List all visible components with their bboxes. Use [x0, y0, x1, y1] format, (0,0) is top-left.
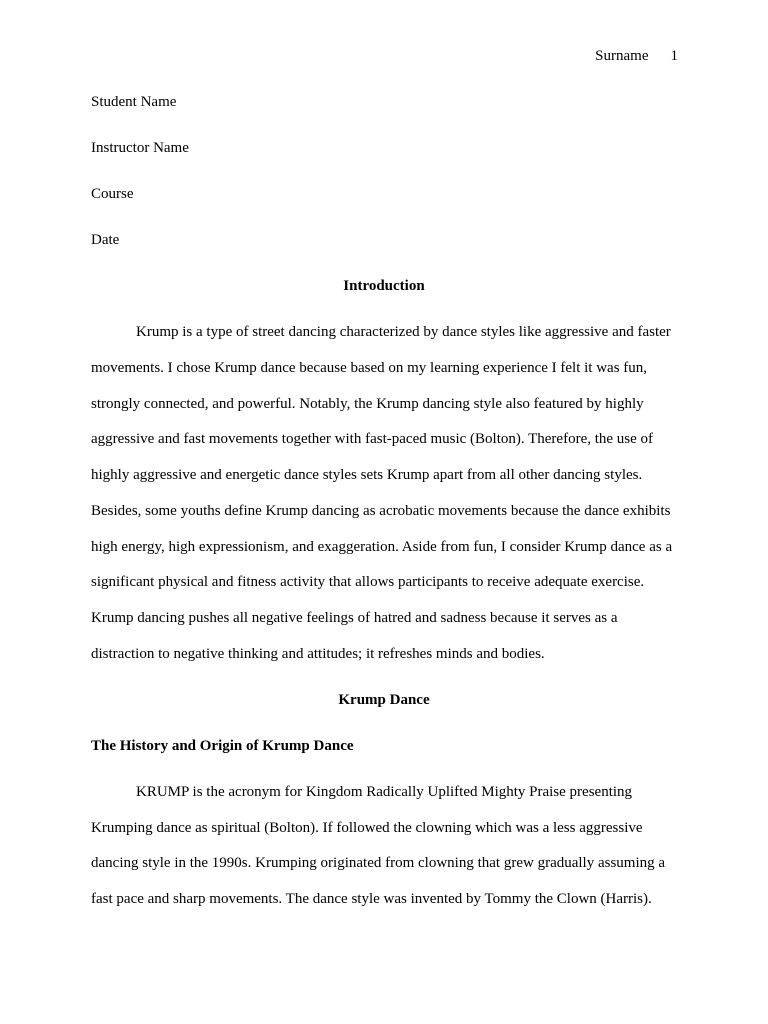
header-page-number: 1 [670, 48, 678, 64]
paragraph-line: high energy, high expressionism, and exaggeration. Aside from fun, I consider Krump dance as a [91, 538, 673, 555]
history-paragraph [91, 782, 681, 909]
introduction-paragraph [91, 322, 681, 664]
date-line: Date [91, 232, 120, 248]
instructor-name-line: Instructor Name [91, 140, 189, 156]
paragraph-line: significant physical and fitness activity that allows participants to receive adequate exercise. [91, 574, 645, 591]
paragraph-line: Krumping dance as spiritual (Bolton). If followed the clowning which was a less aggressive [91, 819, 643, 836]
header-surname: Surname [595, 48, 649, 64]
paragraph-line: distraction to negative thinking and attitudes; it refreshes minds and bodies. [91, 645, 545, 662]
paragraph-line: highly aggressive and energetic dance styles sets Krump apart from all other dancing styles. [91, 467, 643, 483]
paragraph-line: Krump is a type of street dancing characterized by dance styles like aggressive and faster [136, 324, 671, 340]
paragraph-line: Krump dancing pushes all negative feelings of hatred and sadness because it serves as a [91, 610, 618, 626]
page-header [595, 46, 678, 66]
paragraph-line: fast pace and sharp movements. The dance style was invented by Tommy the Clown (Harris). [91, 891, 652, 907]
krump-dance-heading: Krump Dance [338, 691, 430, 708]
paragraph-line: movements. I chose Krump dance because based on my learning experience I felt it was fun, [91, 359, 648, 376]
student-name-line: Student Name [91, 94, 177, 110]
document-body [91, 92, 681, 935]
paragraph-line: KRUMP is the acronym for Kingdom Radically Uplifted Mighty Praise presenting [136, 783, 633, 800]
paragraph-line: Besides, some youths define Krump dancing as acrobatic movements because the dance exhibits [91, 502, 671, 519]
course-line: Course [91, 186, 134, 202]
paragraph-line: strongly connected, and powerful. Notably, the Krump dancing style also featured by highly [91, 395, 644, 412]
history-heading: The History and Origin of Krump Dance [91, 737, 354, 754]
paragraph-line: aggressive and fast movements together with fast-paced music (Bolton). Therefore, the use of [91, 431, 654, 448]
paragraph-line: dancing style in the 1990s. Krumping originated from clowning that grew gradually assuming a [91, 855, 666, 872]
introduction-heading: Introduction [343, 278, 425, 294]
